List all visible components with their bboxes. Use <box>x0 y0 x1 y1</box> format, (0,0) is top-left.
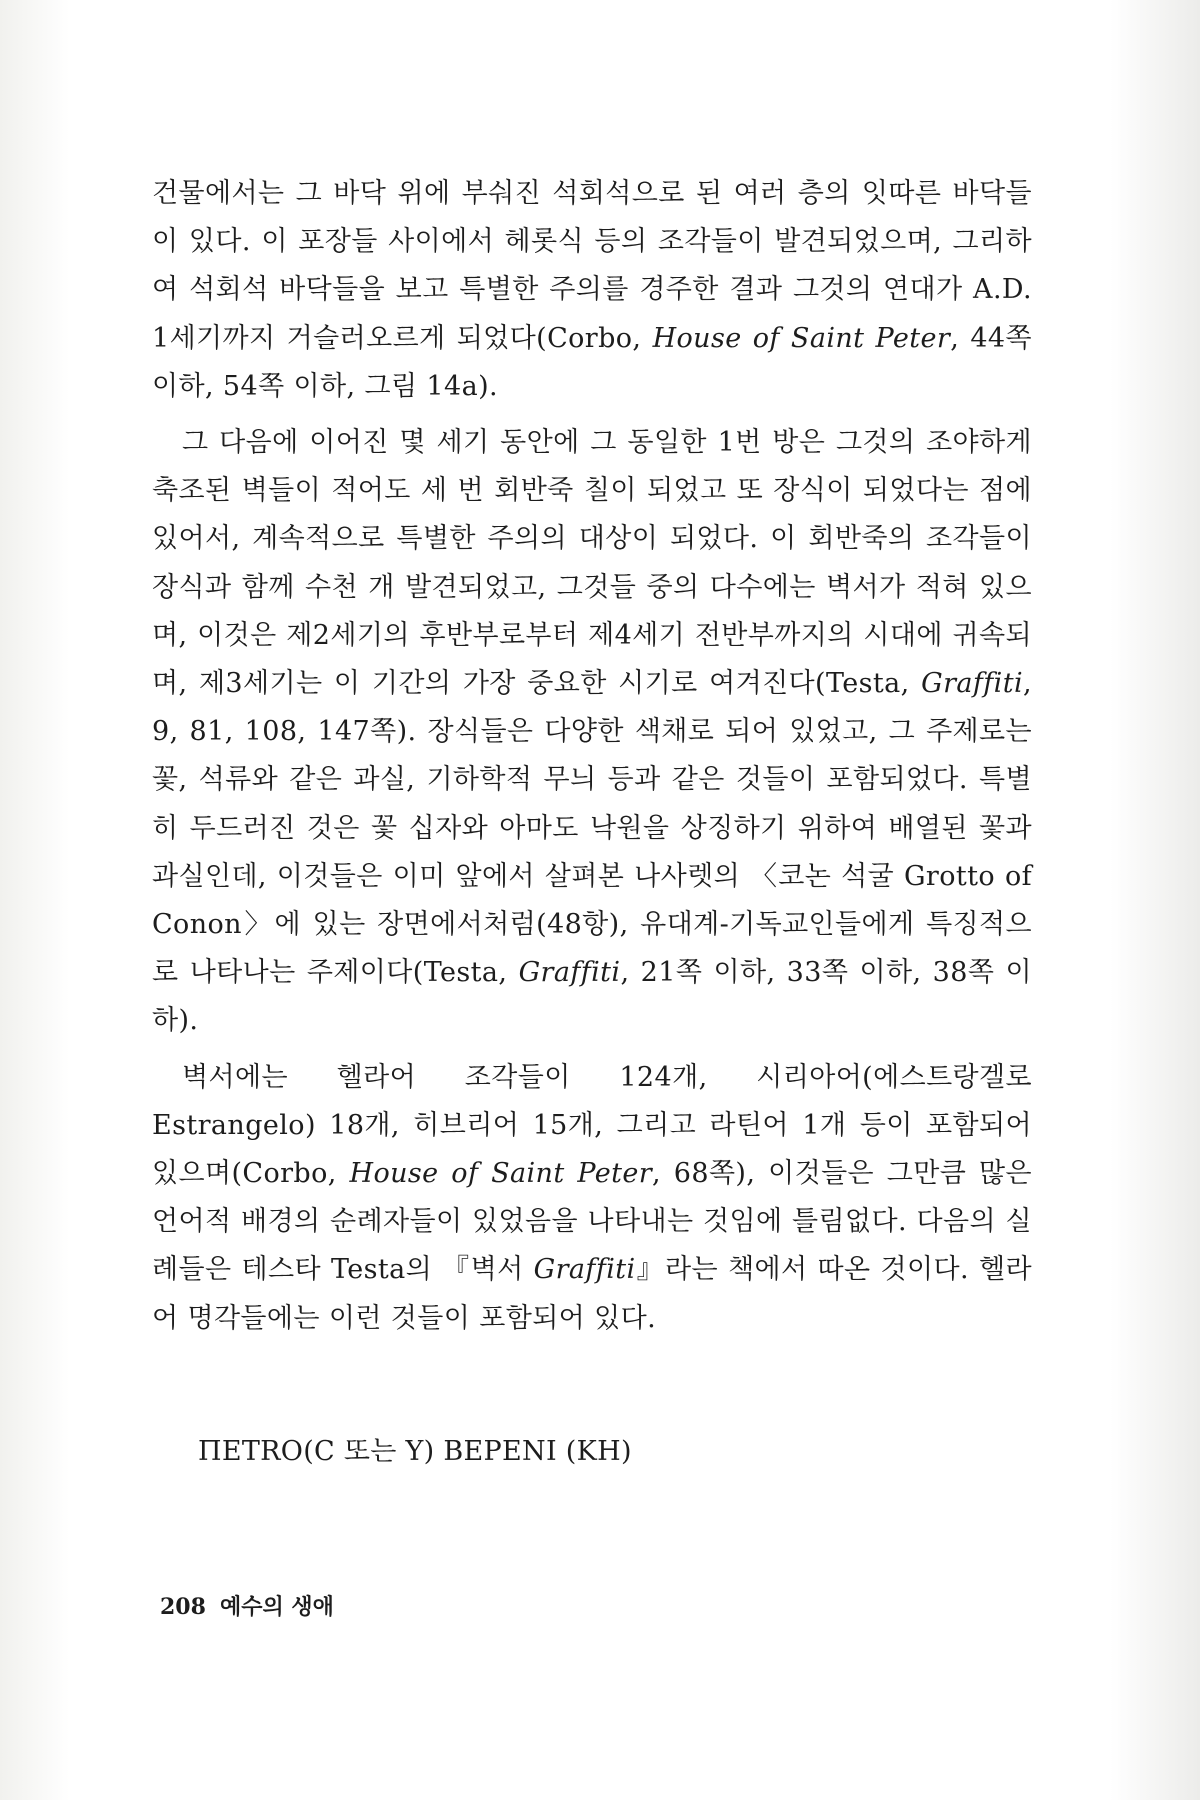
paragraph-3-seg-1: 벽서에는 헬라어 조각들이 124개, 시리아어(에스트랑겔로 Estrangelo) 18개, 히브리어 15개, 그리고 라틴어 1개 등이 포함되어 있으며(Corbo, <box>152 1061 1032 1190</box>
paragraph-1 <box>152 170 1032 411</box>
citation-title: Graffiti <box>518 957 621 989</box>
page-edge-shadow <box>1110 0 1200 1800</box>
paragraph-2-seg-5: , 21쪽 이하, 33쪽 이하, 38쪽 이하). <box>152 957 1032 1037</box>
citation-title: House of Saint Peter <box>349 1158 653 1190</box>
citation-title: House of Saint Peter <box>652 322 951 354</box>
page-footer <box>160 1590 334 1621</box>
paragraph-2-seg-3: , 9, 81, 108, 147쪽). 장식들은 다양한 색채로 되어 있었고, 그 주제로는 꽃, 석류와 같은 과실, 기하학적 무늬 등과 같은 것들이 포함되었다. 특별히 두드러진 것은 꽃 십자와 아마도 낙원을 상징하기 위하여 배열된 꽃과 과실인데, 이것들은 이미 앞에서 살펴본 나사렛의 〈코논 석굴 Grotto of Conon〉에 있는 장면에서처럼(48항), 유대계-기독교인들에게 특징적으로 나타나는 주제이다(Testa, <box>152 668 1032 989</box>
paragraph-3-seg-3: , 68쪽), 이것들은 그만큼 많은 언어적 배경의 순례자들이 있었음을 나타내는 것임에 틀림없다. 다음의 실례들은 테스타 Testa의 『벽서 <box>152 1158 1032 1286</box>
page-gutter-shadow <box>0 0 70 1800</box>
paragraph-1-seg-3: , 44쪽 이하, 54쪽 이하, 그림 14a). <box>152 322 1032 402</box>
page-number: 208 <box>160 1594 206 1620</box>
body-text <box>152 170 1032 1351</box>
paragraph-3-seg-5: 』라는 책에서 따온 것이다. 헬라어 명각들에는 이런 것들이 포함되어 있다. <box>152 1254 1032 1334</box>
paragraph-3 <box>152 1054 1032 1343</box>
running-title: 예수의 생애 <box>219 1595 334 1620</box>
greek-inscription: ΠΕΤRO(C 또는 Y) BEPENI (KH) <box>198 1436 632 1467</box>
citation-title: Graffiti <box>533 1254 636 1286</box>
citation-title: Graffiti <box>921 668 1024 700</box>
paragraph-1-seg-1: 건물에서는 그 바닥 위에 부숴진 석회석으로 된 여러 층의 잇따른 바닥들이 있다. 이 포장들 사이에서 헤롯식 등의 조각들이 발견되었으며, 그리하여 석회석 바닥들을 보고 특별한 주의를 경주한 결과 그것의 연대가 A.D. 1세기까지 거슬러오르게 되었다(Corbo, <box>152 178 1032 354</box>
paragraph-2-seg-1: 그 다음에 이어진 몇 세기 동안에 그 동일한 1번 방은 그것의 조야하게 축조된 벽들이 적어도 세 번 회반죽 칠이 되었고 또 장식이 되었다는 점에 있어서, 계속적으로 특별한 주의의 대상이 되었다. 이 회반죽의 조각들이 장식과 함께 수천 개 발견되었고, 그것들 중의 다수에는 벽서가 적혀 있으며, 이것은 제2세기의 후반부로부터 제4세기 전반부까지의 시대에 귀속되며, 제3세기는 이 기간의 가장 중요한 시기로 여겨진다(Testa, <box>152 427 1032 700</box>
paragraph-2 <box>152 419 1032 1046</box>
